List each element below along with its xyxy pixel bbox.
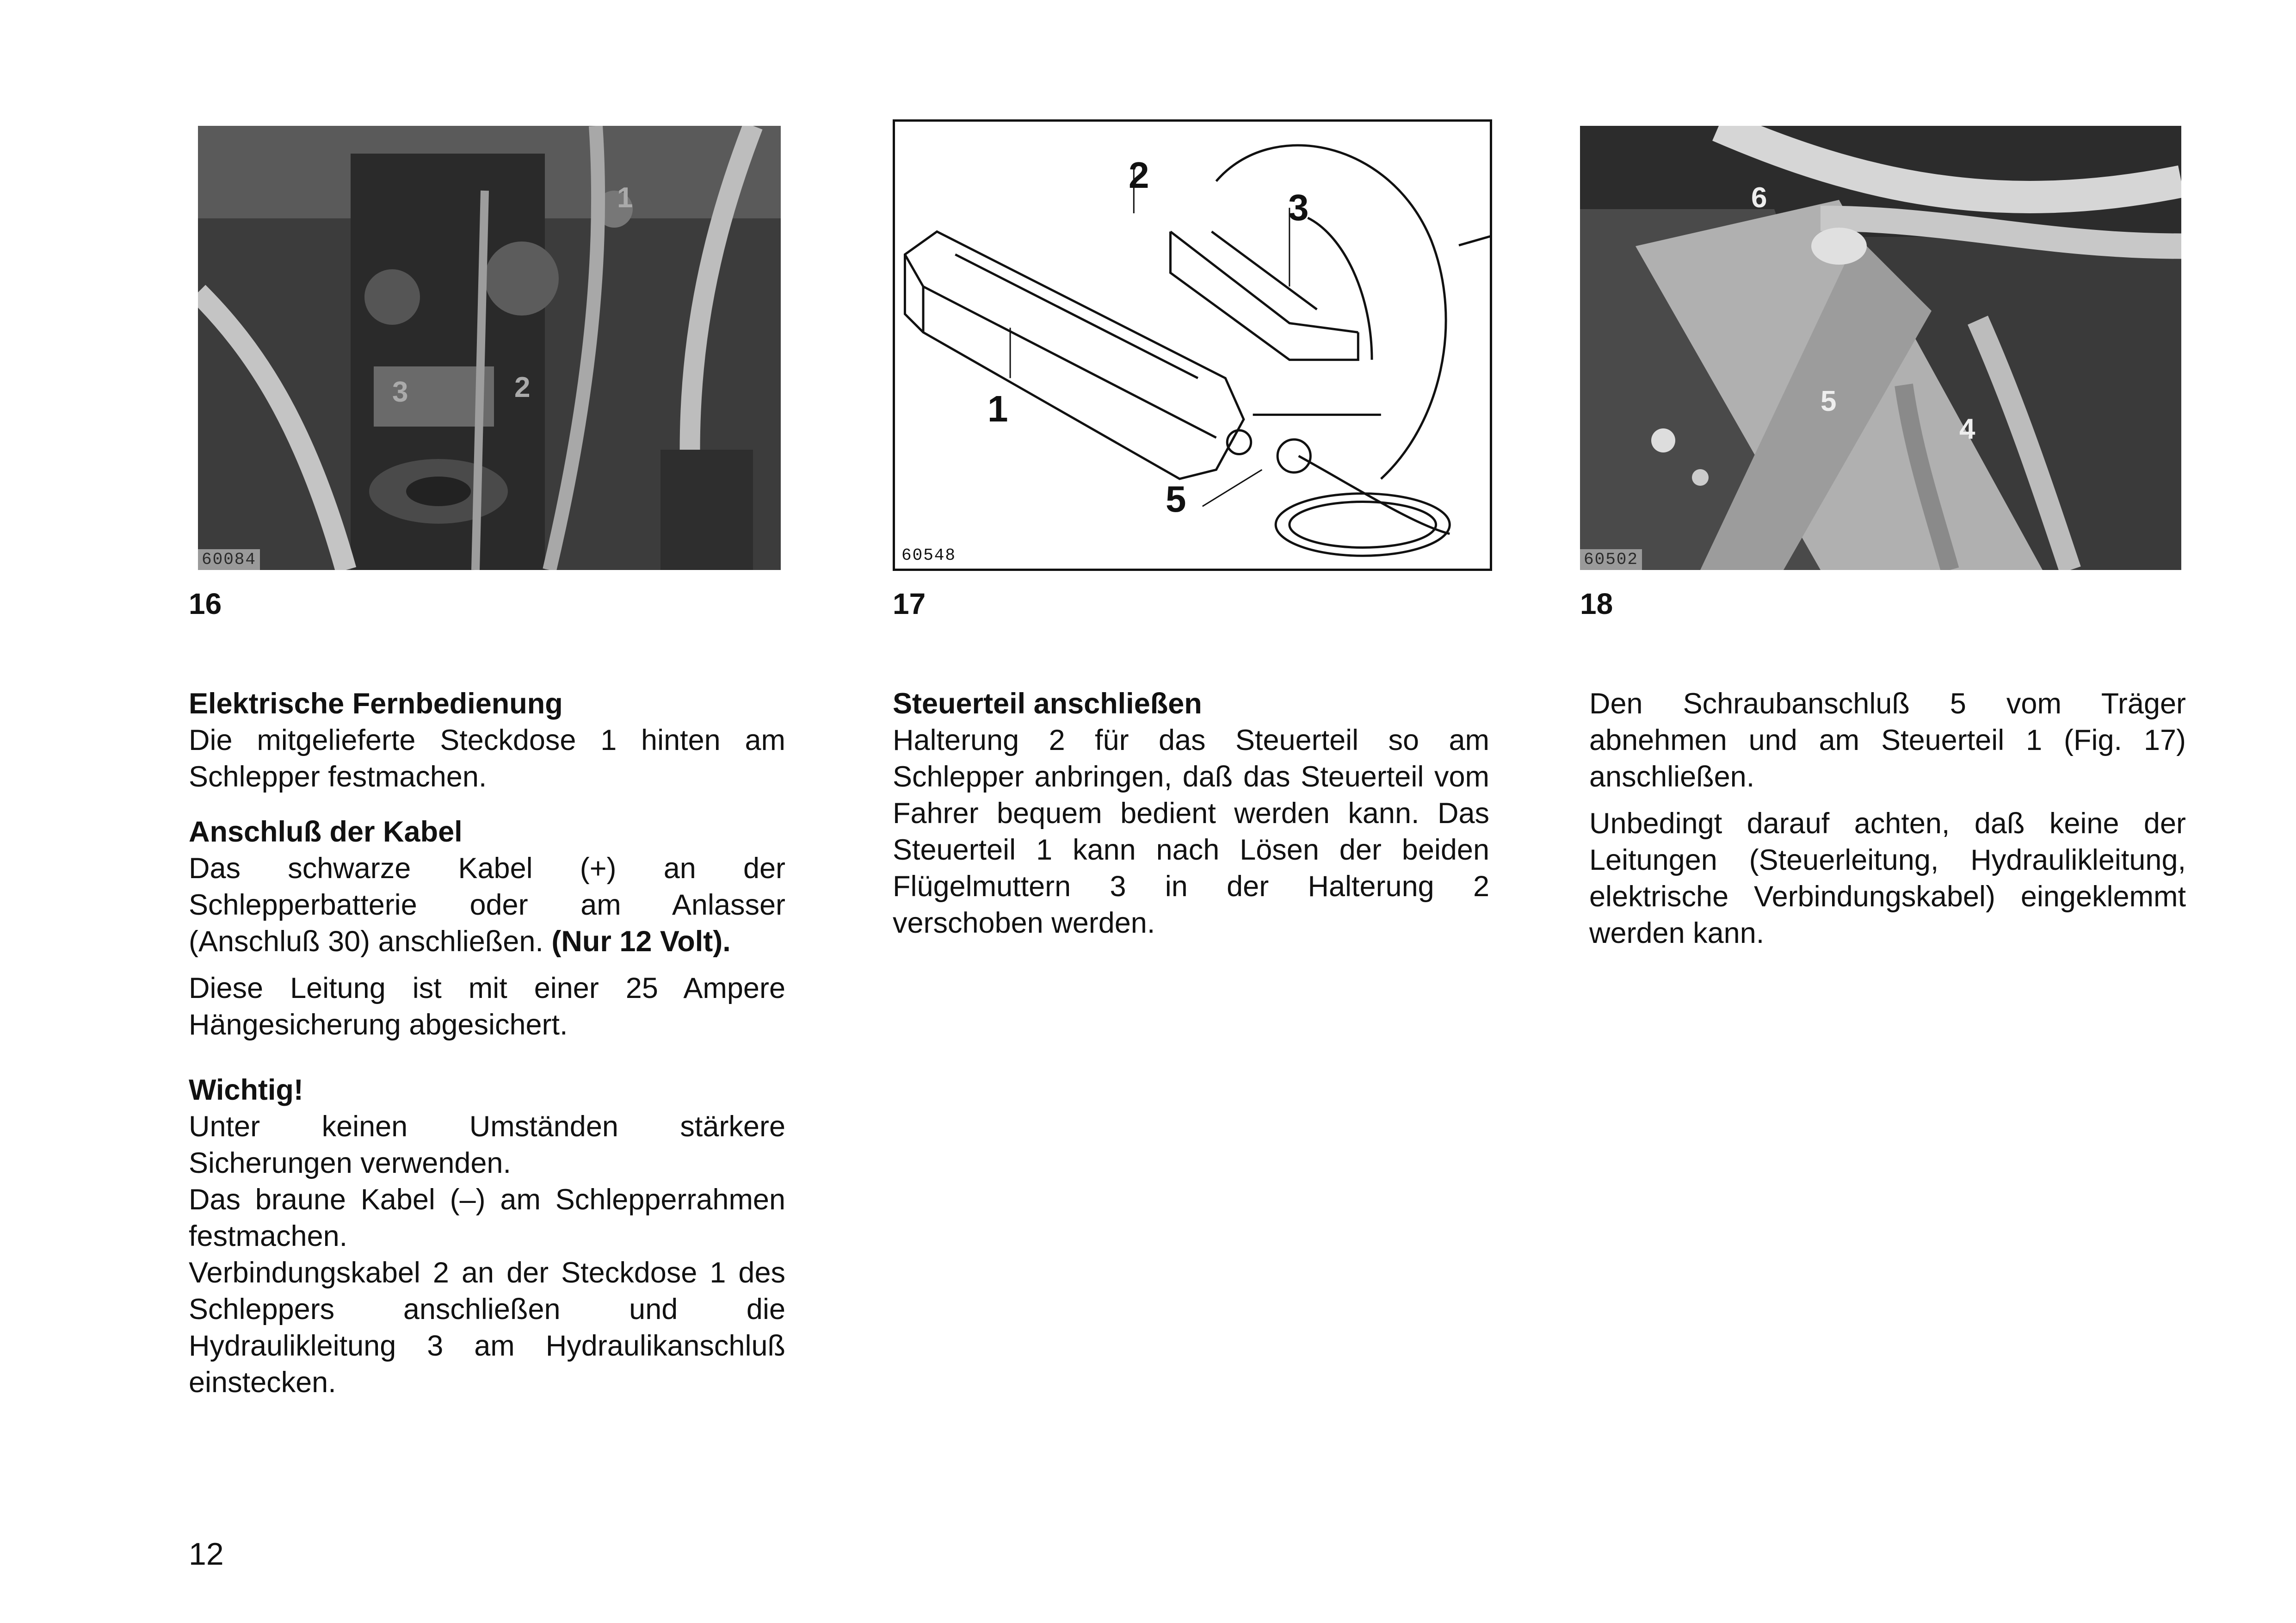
callout-3: 3 — [1288, 187, 1309, 228]
figure-code: 60502 — [1580, 549, 1642, 570]
figure-code: 60548 — [901, 546, 957, 565]
paragraph-connection-cable: Verbindungskabel 2 an der Steckdose 1 des Schleppers anschließen und die Hydraulikleitung 3 am Hydraulikanschluß einstecken. — [189, 1257, 785, 1399]
figure-16-number: 16 — [189, 587, 222, 620]
callout-3: 3 — [392, 376, 408, 408]
engine-photo-image — [198, 126, 781, 570]
heading-connect-control-unit: Steuerteil anschließen — [893, 688, 1202, 720]
black-cable-text: Das schwarze Kabel (+) an der Schlepperbatterie oder am Anlasser (Anschluß 30) anschließen. — [189, 852, 785, 958]
control-unit-drawing — [895, 122, 1490, 569]
callout-1: 1 — [988, 388, 1008, 429]
callout-5: 5 — [1821, 385, 1837, 417]
paragraph-fuse: Diese Leitung ist mit einer 25 Ampere Hängesicherung abgesichert. — [189, 972, 785, 1041]
column-left — [189, 686, 785, 1401]
heading-important: Wichtig! — [189, 1074, 303, 1106]
callout-6: 6 — [1751, 182, 1767, 214]
figure-18-number: 18 — [1580, 587, 1613, 620]
paragraph-socket: Die mitgelieferte Steckdose 1 hinten am Schlepper festmachen. — [189, 724, 785, 793]
figure-code: 60084 — [198, 549, 260, 570]
figure-17-drawing — [893, 119, 1492, 571]
heading-remote-control: Elektrische Fernbedienung — [189, 688, 563, 720]
column-right — [1589, 686, 2186, 952]
paragraph-screw-connection: Den Schraubanschluß 5 vom Träger abnehmen und am Steuerteil 1 (Fig. 17) anschließen. — [1589, 688, 2186, 793]
heading-cable-connection: Anschluß der Kabel — [189, 816, 463, 848]
page-number: 12 — [189, 1536, 224, 1572]
voltage-note: (Nur 12 Volt). — [551, 925, 731, 958]
callout-5: 5 — [1166, 478, 1186, 520]
callout-4: 4 — [1959, 413, 1975, 445]
figure-16-photo — [198, 126, 781, 570]
callout-2: 2 — [1129, 155, 1149, 196]
paragraph-no-stronger-fuses: Unter keinen Umständen stärkere Sicherungen verwenden. — [189, 1110, 785, 1179]
hydraulic-hoses-photo-image — [1580, 126, 2181, 570]
paragraph-caution-lines: Unbedingt darauf achten, daß keine der Leitungen (Steuerleitung, Hydraulikleitung, elektrische Verbindungskabel) eingeklemmt werden kann. — [1589, 807, 2186, 949]
paragraph-black-cable — [189, 850, 785, 960]
paragraph-brown-cable: Das braune Kabel (–) am Schlepperrahmen festmachen. — [189, 1183, 785, 1252]
callout-2: 2 — [514, 372, 531, 403]
paragraph-bracket: Halterung 2 für das Steuerteil so am Schlepper anbringen, daß das Steuerteil vom Fahrer bequem bedient werden kann. Das Steuerteil 1 kann nach Lösen der beiden Flügelmuttern 3 in der Halterung 2 verschoben werden. — [893, 724, 1489, 939]
column-middle — [893, 686, 1489, 942]
figure-17-number: 17 — [893, 587, 926, 620]
figure-18-photo — [1580, 126, 2181, 570]
callout-1: 1 — [617, 182, 633, 214]
